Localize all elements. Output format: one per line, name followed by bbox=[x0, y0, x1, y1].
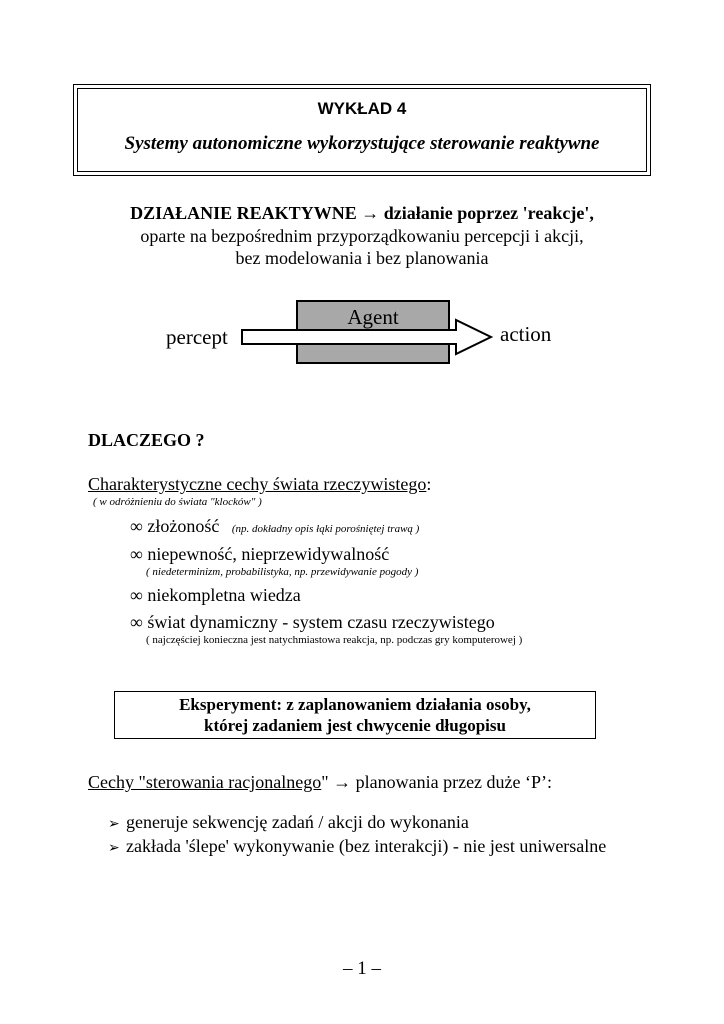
agent-label: Agent bbox=[347, 305, 399, 329]
rational-line bbox=[88, 772, 552, 793]
infinity-icon: ∞ bbox=[130, 612, 143, 632]
arrow-bullet-icon: ➢ bbox=[108, 816, 120, 832]
feature-item bbox=[130, 516, 419, 537]
percept-label: percept bbox=[166, 325, 228, 349]
features-note: ( w odróżnieniu do świata "klocków" ) bbox=[93, 496, 262, 508]
feature-text: niepewność, nieprzewidywalność bbox=[142, 544, 390, 564]
experiment-box bbox=[114, 691, 596, 739]
lecture-subtitle: Systemy autonomiczne wykorzystujące sterowanie reaktywne bbox=[124, 133, 600, 154]
features-label: Charakterystyczne cechy świata rzeczywistego bbox=[88, 474, 427, 494]
rational-item bbox=[108, 836, 606, 857]
lecture-title: WYKŁAD 4 bbox=[317, 99, 407, 118]
feature-item bbox=[130, 612, 495, 633]
title-box bbox=[73, 84, 651, 176]
infinity-icon: ∞ bbox=[130, 516, 143, 536]
rational-label: Cechy "sterowania racjonalnego bbox=[88, 772, 322, 792]
feature-text: świat dynamiczny - system czasu rzeczywistego bbox=[142, 612, 495, 632]
feature-text: złożoność bbox=[142, 516, 220, 536]
action-label: action bbox=[500, 322, 552, 346]
arrow-bullet-icon: ➢ bbox=[108, 840, 120, 856]
rational-rest: " → planowania przez duże ‘P’: bbox=[321, 772, 553, 792]
features-line bbox=[88, 474, 431, 495]
feature-item bbox=[130, 585, 301, 606]
rational-item-text: generuje sekwencję zadań / akcji do wykonania bbox=[126, 812, 469, 832]
why-heading: DLACZEGO ? bbox=[88, 430, 205, 450]
feature-note: ( niedeterminizm, probabilistyka, np. przewidywanie pogody ) bbox=[146, 566, 419, 578]
infinity-icon: ∞ bbox=[130, 585, 143, 605]
rational-item-text: zakłada 'ślepe' wykonywanie (bez interakcji) - nie jest uniwersalne bbox=[126, 836, 607, 856]
experiment-line-1: Eksperyment: z zaplanowaniem działania osoby, bbox=[179, 695, 531, 714]
features-colon: : bbox=[426, 474, 432, 494]
feature-note: (np. dokładny opis łąki porośniętej trawą ) bbox=[231, 523, 420, 535]
feature-note: ( najczęściej konieczna jest natychmiastowa reakcja, np. podczas gry komputerowej ) bbox=[146, 634, 523, 646]
page-number: – 1 – bbox=[343, 958, 381, 979]
intro-line-3: bez modelowania i bez planowania bbox=[235, 248, 489, 268]
feature-text: niekompletna wiedza bbox=[142, 585, 301, 605]
rational-item bbox=[108, 812, 469, 833]
experiment-line-2: której zadaniem jest chwycenie długopisu bbox=[204, 716, 506, 735]
feature-item bbox=[130, 544, 389, 565]
intro-line-1: DZIAŁANIE REAKTYWNE → działanie poprzez 'reakcje', bbox=[130, 203, 594, 223]
arrow-shape bbox=[242, 320, 491, 354]
infinity-icon: ∞ bbox=[130, 544, 143, 564]
agent-diagram bbox=[160, 295, 560, 375]
intro-line-2: oparte na bezpośrednim przyporządkowaniu percepcji i akcji, bbox=[140, 226, 584, 246]
